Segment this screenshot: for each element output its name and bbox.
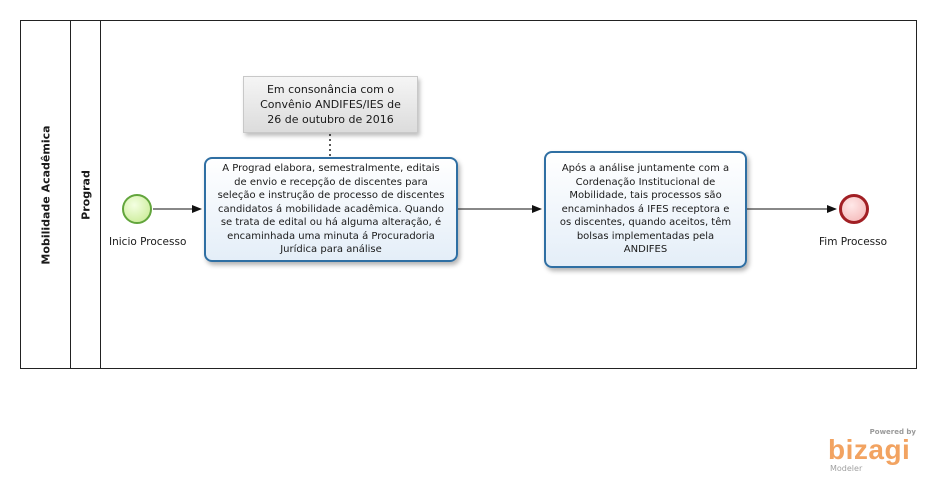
logo-product: Modeler (830, 464, 863, 473)
task-encaminhamento-ifes[interactable]: Após a análise juntamente com a Cordenação Institucional de Mobilidade, tais processos são encaminhados á IFES receptora e os discentes, quando aceitos, têm bolsas implementadas pela ANDIFES (544, 151, 747, 268)
powered-by-text: Powered by (869, 428, 916, 436)
pool-label: Mobilidade Acadêmica (39, 124, 52, 265)
start-event[interactable] (122, 194, 152, 224)
task-prograd-editais[interactable]: A Prograd elabora, semestralmente, editais de envio e recepção de discentes para seleção e instrução de processo de discentes candidatos á mobilidade acadêmica. Quando se trata de edital ou há alguma alteração, é encaminhada uma minuta á Procuradoria Jurídica para análise (204, 157, 458, 262)
start-event-label: Inicio Processo (109, 236, 187, 248)
end-event[interactable] (839, 194, 869, 224)
lane-label: Prograd (79, 169, 92, 220)
text-annotation[interactable]: Em consonância com o Convênio ANDIFES/IES de 26 de outubro de 2016 (243, 76, 418, 133)
logo-wordmark: bizagi (828, 434, 911, 465)
bizagi-logo (828, 428, 920, 474)
end-event-label: Fim Processo (819, 236, 888, 248)
